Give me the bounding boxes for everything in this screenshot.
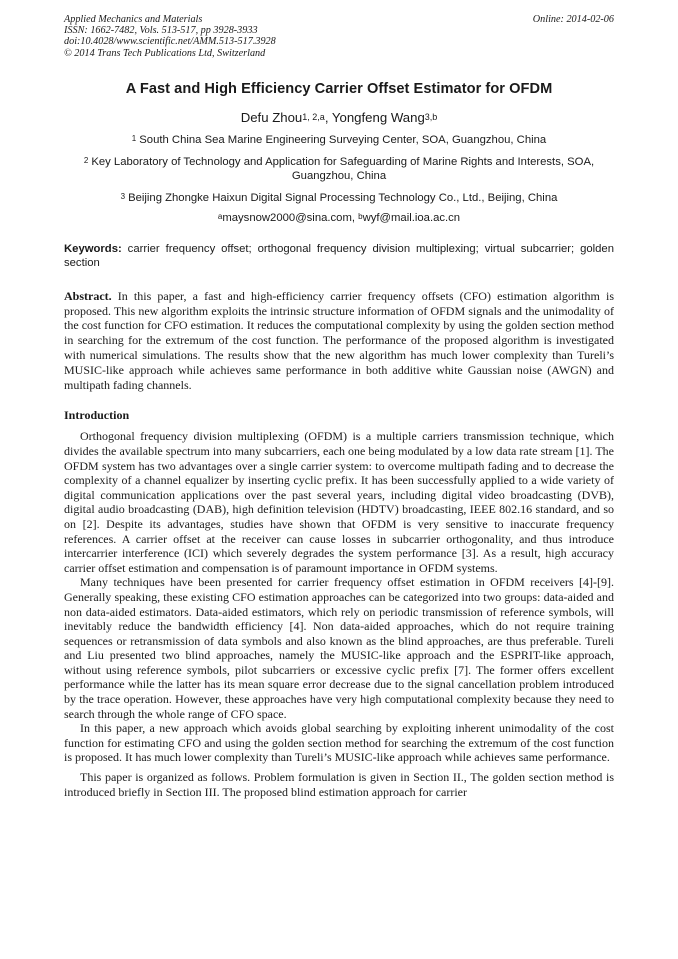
issn-line: ISSN: 1662-7482, Vols. 513-517, pp 3928-3933 (64, 25, 258, 37)
affiliation-number: 2 (83, 155, 89, 165)
affiliation-number: 1 (131, 133, 137, 143)
keywords (64, 242, 614, 270)
author-name: Yongfeng Wang (331, 109, 425, 125)
affiliation (64, 133, 614, 147)
affiliation-number: 3 (120, 191, 126, 201)
email-link[interactable]: maysnow2000@sina.com (222, 211, 352, 224)
affiliation-text: South China Sea Marine Engineering Surveying Center, SOA, Guangzhou, China (139, 133, 547, 146)
body-paragraph: In this paper, a new approach which avoids global searching by exploiting inherent unimodality of the cost function for estimating CFO and using the golden section method for searching the extremum of the cost function is proposed. It has much lower complexity than Tureli’s MUSIC-like approach while achieves same performance. (64, 721, 614, 765)
journal-name: Applied Mechanics and Materials (64, 14, 203, 25)
affiliation-text: Key Laboratory of Technology and Application for Safeguarding of Marine Rights and Interests, SOA, Guangzhou, China (91, 155, 595, 182)
affiliation (64, 191, 614, 205)
email-link[interactable]: wyf@mail.ioa.ac.cn (362, 211, 461, 224)
doi-line: doi:10.4028/www.scientific.net/AMM.513-517.3928 (64, 36, 276, 48)
email-marker: b (358, 211, 363, 221)
body-paragraph: This paper is organized as follows. Problem formulation is given in Section II., The golden section method is introduced briefly in Section III. The proposed blind estimation approach for carrier (64, 770, 614, 799)
author-superscript: 3,b (424, 111, 438, 122)
email-separator: , (351, 211, 359, 224)
abstract (64, 289, 614, 393)
email-marker: a (217, 211, 223, 221)
author-emails (64, 212, 614, 224)
affiliation (64, 155, 614, 183)
author-separator: , (324, 109, 332, 125)
online-date: Online: 2014-02-06 (532, 14, 614, 25)
abstract-label: Abstract. (64, 288, 112, 303)
journal-header (64, 14, 614, 59)
body-paragraph: Orthogonal frequency division multiplexing (OFDM) is a multiple carriers transmission technique, which divides the available spectrum into many subcarriers, each one being modulated by a low data rate stream [1]. The OFDM system has two advantages over a single carrier system: to overcome multipath fading and to decrease the complexity of a channel equalizer by inserting cyclic prefix. It has been successfully applied to a wide variety of digital communication applications over the past several years, including digital video broadcasting (DVB), digital audio broadcasting (DAB), high definition television (HDTV) broadcasting, IEEE 802.16 standard, and so on [2]. Despite its advantages, studies have shown that OFDM is very sensitive to inaccurate frequency references. A carrier offset at the receiver can cause losses in subcarrier orthogonality, and thus introduce intercarrier interference (ICI) which severely degrades the system performance [3]. As a result, high accuracy carrier offset estimation and compensation is of paramount importance in OFDM systems. (64, 429, 614, 575)
author-superscript: 1, 2,a (302, 111, 325, 122)
author-name: Defu Zhou (240, 109, 303, 125)
affiliation-text: Beijing Zhongke Haixun Digital Signal Processing Technology Co., Ltd., Beijing, China (128, 191, 558, 204)
body-paragraph: Many techniques have been presented for carrier frequency offset estimation in OFDM receivers [4]-[9]. Generally speaking, these existing CFO estimation approaches can be categorized into two groups: data-aided and non data-aided estimators. Data-aided estimators, which rely on periodic transmission of reference symbols, will inevitably reduce the bandwidth efficiency [4]. Non data-aided approaches, which do not require training sequences or retransmission of data symbols and also known as the blind approaches, are thus preferable. Tureli and Liu presented two blind approaches, namely the MUSIC-like approach and the ESPRIT-like approach, without using reference symbols, pilot subcarriers or excessive cyclic prefix [7]. The former offers excellent performance while the latter has its mean square error decrease due to the signal cancellation problem introduced by the trace operation. However, these approaches have very high computational complexity because they need to search through the whole range of CFO space. (64, 575, 614, 721)
author-line (64, 110, 614, 125)
abstract-text: In this paper, a fast and high-efficiency carrier frequency offsets (CFO) estimation algorithm is proposed. This new algorithm exploits the intrinsic structure information of OFDM signals and the unimodality of the cost function for CFO estimation. It reduces the computational complexity by using the golden section method in searching for the extremum of the cost function. The performance of the proposed algorithm is investigated with numerical simulations. The results show that the new algorithm has much lower complexity than Tureli’s MUSIC-like approach while achieves same performance in both additive white Gaussian noise (AWGN) and multipath fading channels. (64, 288, 614, 392)
keywords-text: carrier frequency offset; orthogonal frequency division multiplexing; virtual subcarrier; golden section (64, 242, 614, 269)
copyright-line: © 2014 Trans Tech Publications Ltd, Switzerland (64, 47, 266, 59)
paper-title: A Fast and High Efficiency Carrier Offset Estimator for OFDM (125, 80, 553, 97)
keywords-label: Keywords: (64, 242, 122, 255)
section-heading: Introduction (64, 408, 130, 423)
